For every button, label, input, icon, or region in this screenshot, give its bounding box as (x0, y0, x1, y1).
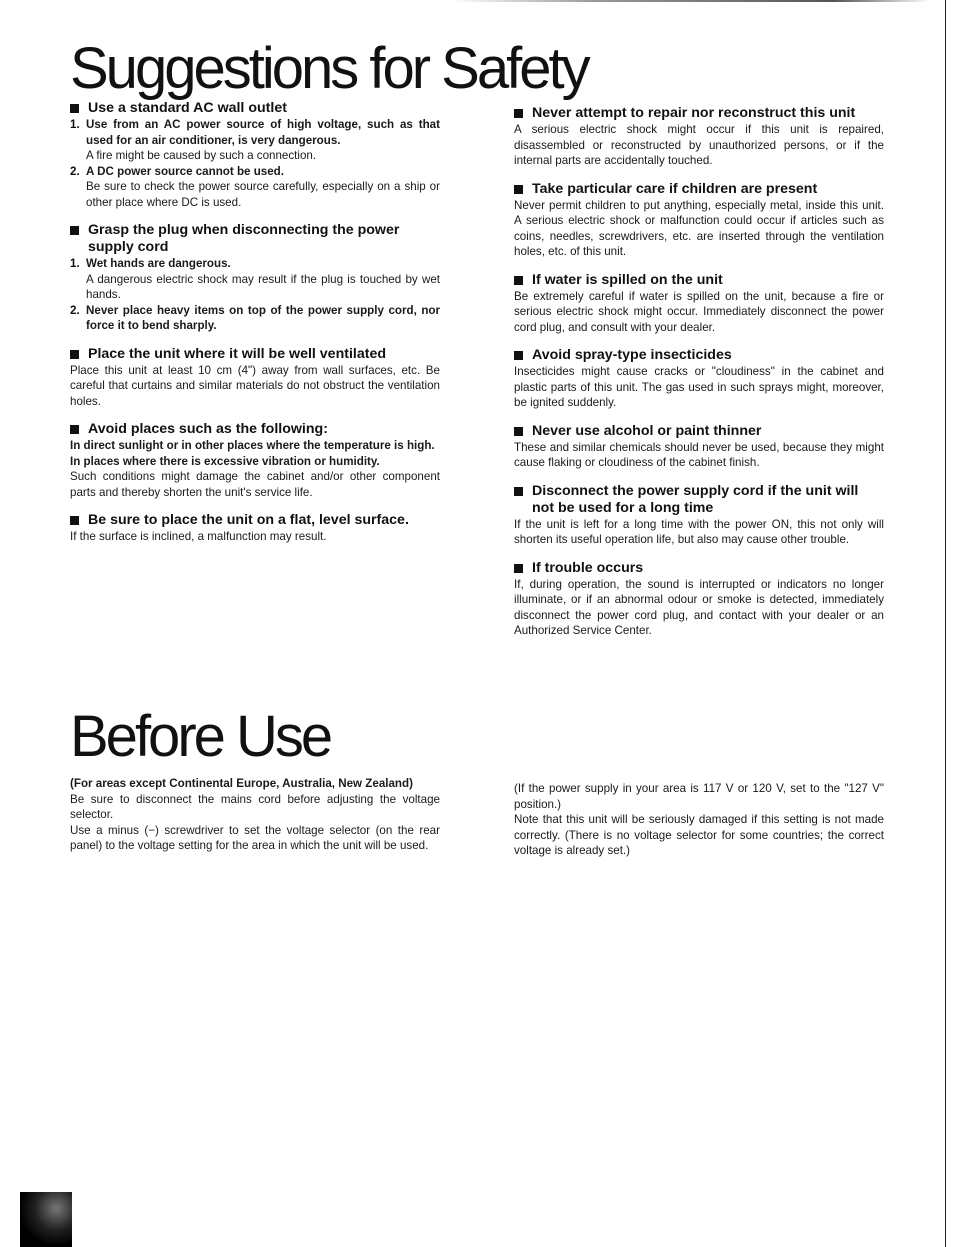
section-heading: Grasp the plug when disconnecting the power supply cord (88, 222, 400, 255)
section-water-spill (514, 272, 884, 336)
section-no-repair (514, 105, 884, 169)
section-grasp-plug (70, 222, 440, 334)
square-bullet-icon (70, 425, 79, 434)
item-warning: A DC power source cannot be used. (86, 164, 284, 178)
section-heading: Avoid spray-type insecticides (532, 347, 732, 363)
item-number: 1. (70, 118, 80, 131)
square-bullet-icon (514, 185, 523, 194)
item-number: 2. (70, 164, 80, 178)
list-item (70, 256, 440, 303)
section-heading: Be sure to place the unit on a flat, level surface. (88, 512, 409, 528)
list-item (70, 117, 440, 164)
safety-title: Suggestions for Safety (70, 36, 588, 101)
section-ac-outlet (70, 100, 440, 210)
section-children (514, 181, 884, 260)
square-bullet-icon (514, 487, 523, 496)
section-text: If, during operation, the sound is interrupted or indicators no longer illuminate, or if an abnormal odour or smoke is detected, immediately disconnect the power cord plug, and contact with your dealer or an Authorized Service Center. (514, 577, 884, 637)
section-heading: Take particular care if children are present (532, 180, 818, 197)
item-text: A fire might be caused by such a connection. (86, 149, 317, 162)
section-heading: Place the unit where it will be well ventilated (88, 345, 387, 362)
section-level-surface (70, 512, 440, 545)
section-text: Such conditions might damage the cabinet and/or other component parts and thereby shorten the unit's service life. (70, 470, 440, 499)
section-alcohol (514, 423, 884, 471)
paragraph: (If the power supply in your area is 117 V or 120 V, set to the "127 V" position.) (514, 782, 884, 811)
square-bullet-icon (70, 226, 79, 235)
square-bullet-icon (514, 276, 523, 285)
paragraph: Note that this unit will be seriously damaged if this setting is not made correctly. (There is no voltage selector for some countries; the correct voltage is already set.) (514, 813, 884, 857)
section-trouble (514, 560, 884, 639)
list-item (70, 303, 440, 334)
section-text: Be extremely careful if water is spilled on the unit, because a fire or serious electric shock might occur. Immediately disconnect the power cord plug, and consult with your dealer. (514, 289, 884, 334)
list-item (70, 164, 440, 211)
section-text: If the unit is left for a long time with the power ON, this not only will shorten its useful operation life, but also may cause other trouble. (514, 517, 884, 546)
section-text: A serious electric shock might occur if this unit is repaired, disassembled or reconstructed by unauthorized persons, or if the internal parts are accidentally touched. (514, 123, 884, 167)
top-scan-line (450, 0, 930, 2)
section-heading: Never attempt to repair nor reconstruct this unit (532, 105, 856, 121)
item-warning: Use from an AC power source of high voltage, such as that used for an air conditioner, is very dangerous. (86, 118, 440, 147)
square-bullet-icon (70, 516, 79, 525)
safety-right-column (514, 105, 884, 651)
item-text: Be sure to check the power source carefully, especially on a ship or other place where DC is used. (86, 180, 440, 209)
section-text: If the surface is inclined, a malfunction may result. (70, 530, 327, 543)
before-use-right (514, 781, 884, 859)
section-text: Insecticides might cause cracks or "cloudiness" in the cabinet and plastic parts of this unit. The gas used in such sprays might, moreover, be ignited suddenly. (514, 365, 884, 409)
square-bullet-icon (514, 109, 523, 118)
item-warning: Never place heavy items on top of the power supply cord, nor force it to bend sharply. (86, 303, 440, 332)
section-insecticides (514, 347, 884, 411)
section-text: These and similar chemicals should never be used, because they might cause flaking or cloudiness of the cabinet finish. (514, 440, 884, 469)
item-text: A dangerous electric shock may result if the plug is touched by wet hands. (86, 272, 440, 301)
section-disconnect (514, 483, 884, 548)
region-note: (For areas except Continental Europe, Australia, New Zealand) (70, 777, 413, 790)
square-bullet-icon (514, 564, 523, 573)
section-warning: In places where there is excessive vibration or humidity. (70, 454, 380, 468)
section-avoid-places (70, 421, 440, 500)
section-heading: Use a standard AC wall outlet (88, 100, 287, 116)
item-number: 1. (70, 257, 80, 270)
before-use-left (70, 776, 440, 854)
item-warning: Wet hands are dangerous. (86, 257, 231, 270)
paragraph: Use a minus (−) screwdriver to set the voltage selector (on the rear panel) to the voltage setting for the area in which the unit will be used. (70, 823, 440, 852)
section-text: Never permit children to put anything, especially metal, inside this unit. A serious electric shock or malfunction could occur if articles such as coins, needles, screwdrivers, etc. are inserted through the ventilation holes, etc. of this unit. (514, 198, 884, 258)
section-heading: If trouble occurs (532, 559, 644, 576)
square-bullet-icon (514, 427, 523, 436)
paragraph: Be sure to disconnect the mains cord before adjusting the voltage selector. (70, 792, 440, 821)
section-warning: In direct sunlight or in other places where the temperature is high. (70, 439, 435, 452)
before-use-title: Before Use (70, 704, 331, 769)
safety-left-column (70, 100, 440, 557)
section-heading: Never use alcohol or paint thinner (532, 422, 762, 439)
section-heading: If water is spilled on the unit (532, 271, 723, 288)
section-ventilation (70, 346, 440, 410)
right-edge-line (945, 0, 946, 1247)
square-bullet-icon (70, 104, 79, 113)
square-bullet-icon (514, 351, 523, 360)
section-text: Place this unit at least 10 cm (4") away from wall surfaces, etc. Be careful that curtains and similar materials do not obstruct the ventilation holes. (70, 363, 440, 408)
section-heading: Disconnect the power supply cord if the unit will not be used for a long time (532, 482, 859, 516)
square-bullet-icon (70, 350, 79, 359)
page-corner-mark (20, 1192, 72, 1247)
section-heading: Avoid places such as the following: (88, 421, 328, 437)
item-number: 2. (70, 303, 80, 317)
